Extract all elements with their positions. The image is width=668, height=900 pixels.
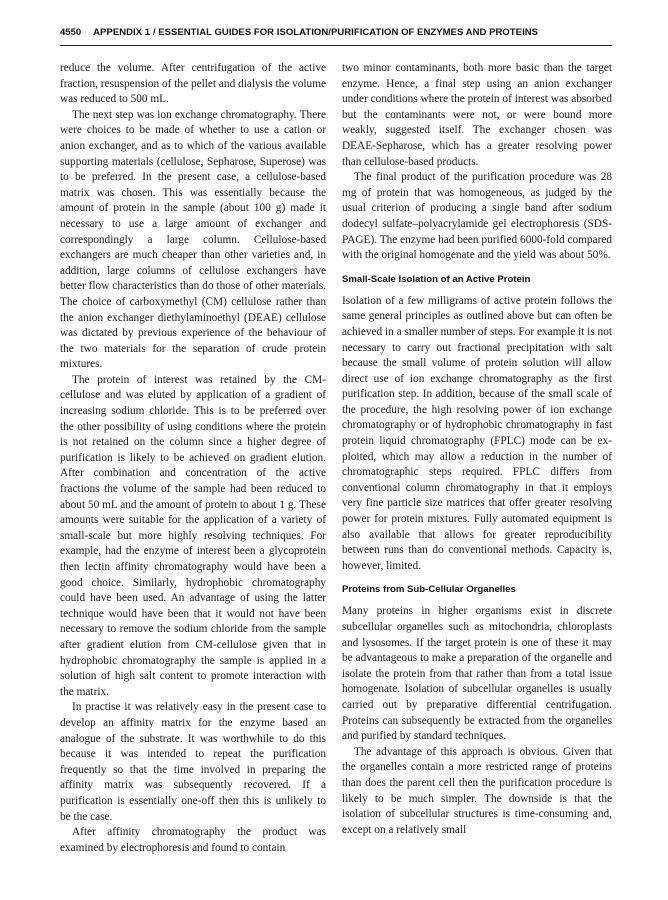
running-title: APPENDIX 1 / ESSENTIAL GUIDES FOR ISOLATION/PURIFICATION OF ENZYMES AND PROTEINS (93, 27, 539, 38)
paragraph: After affinity chromatography the product was examined by electrophoresis and found to contain (60, 826, 326, 854)
section-heading: Proteins from Sub-Cellular Organelles (342, 584, 516, 596)
page-number: 4550 (60, 27, 82, 38)
header-rule (60, 45, 612, 46)
section-heading: Small-Scale Isolation of an Active Protein (342, 273, 531, 285)
paragraph: Many proteins in higher organisms exist in discrete subcellular organelles such as mitochondria, chloroplasts and lysosomes. If the target protein is one of these it may be advantageous to make a preparation of the organelle and isolate the protein from that rather than from a total issue homogenate. Isolation of subcellular organelles is usually carried out by preparative differential centrifugation. Proteins can subsequently be extracted from the organelles and purified by standard techniques. (342, 605, 612, 743)
left-column (60, 61, 326, 856)
paragraph: The final product of the purification procedure was 28 mg of protein that was homogeneous, as judged by the usual criterion of producing a single band after sodium dodecyl sulfate–polyacrylamide gel electrophoresis (SDS-PAGE). The enzyme had been purified 6000-fold compared with the original homogenate and the yield was about 50%. (342, 171, 612, 262)
paragraph: In practise it was relatively easy in the present case to develop an affinity matrix for the enzyme based an analogue of the substrate. It was worthwhile to do this because it was intended to repeat the purification frequently so that the time involved in preparing the affinity matrix was subsequently recovered. If a purification is essentially one-off then this is unlikely to be the case. (60, 701, 326, 823)
paragraph: The next step was ion exchange chromatography. There were choices to be made of whether to use a cation or anion exchanger, and as to which of the various available supporting materials (cellulose, Sepharose, Superose) was to be preferred. In the present case, a cellulose-based matrix was chosen. This was essentially because the amount of protein in the sample (about 100 g) made it necessary to use a large amount of exchanger and correspondingly a large column. Cellulose-based exchangers are much cheaper than other varieties and, in addition, large columns of cellulose exchangers have better flow characteristics than do those of other materials. The choice of carboxymethyl (CM) cellulose rather than the anion exchanger diethylaminoethyl (DEAE) cellulose was dictated by previous experience of the behaviour of the two materials for the separation of crude protein mixtures. (60, 108, 326, 371)
paragraph: reduce the volume. After centrifugation of the active fraction, resuspension of the pellet and dialysis the volume was reduced to 500 mL. (60, 62, 326, 106)
right-column (342, 61, 612, 838)
running-header (60, 27, 612, 38)
paragraph: Isolation of a few milligrams of active protein follows the same general principles as outlined above but can often be achieved in a smaller number of steps. For example it is not necessary to carry out fractional precipitation with salt because the small volume of protein solution will allow direct use of ion exchange chromatography as the first purification step. In addition, because of the small scale of the procedure, the high resolving power of ion exchange chromatography or of hydrophobic chromatography in fast protein liquid chromatography (FPLC) mode can be exploited, which may allow a reduction in the number of chromatographic steps required. FPLC differs from conventional column chromatography in that it employs very fine particle size matrices that offer greater resolving power for protein mixtures. Fully automated equipment is also available that allows for greater reproducibility between runs than do conventional methods. Capacity is, however, limited. (342, 294, 612, 572)
paragraph: The advantage of this approach is obvious. Given that the organelles contain a more restricted range of proteins than does the parent cell then the purification procedure is likely to be much simpler. The downside is that the isolation of subcellular structures is time-consuming and, except on a relatively small (342, 745, 612, 836)
paragraph: The protein of interest was retained by the CM-cellulose and was eluted by application of a gradient of increasing sodium chloride. This is to be preferred over the other possibility of using conditions where the protein is not retained on the column since a higher degree of purification is likely to be achieved on gradient elution. After combination and concentration of the active fractions the volume of the sample had been reduced to about 50 mL and the amount of protein to about 1 g. These amounts were suitable for the application of a variety of small-scale but more highly resolving techniques. For example, had the enzyme of interest been a glycoprotein then lectin affinity chromatography would have been a good choice. Similarly, hydrophobic chromatography could have been used. An advantage of using the latter technique would have been that it would not have been necessary to remove the sodium chloride from the sample after gradient elution from CM-cellulose given that in hydrophobic chromatography the sample is applied in a solution of high salt content to promote interaction with the matrix. (60, 373, 326, 698)
paragraph: two minor contaminants, both more basic than the target enzyme. Hence, a final step using an anion exchanger under conditions where the protein of interest was absorbed but the contaminants were not, or were bound more weakly, suggested itself. The exchanger chosen was DEAE-Sepharose, which has a greater resolving power than cellulose-based products. (342, 62, 612, 168)
